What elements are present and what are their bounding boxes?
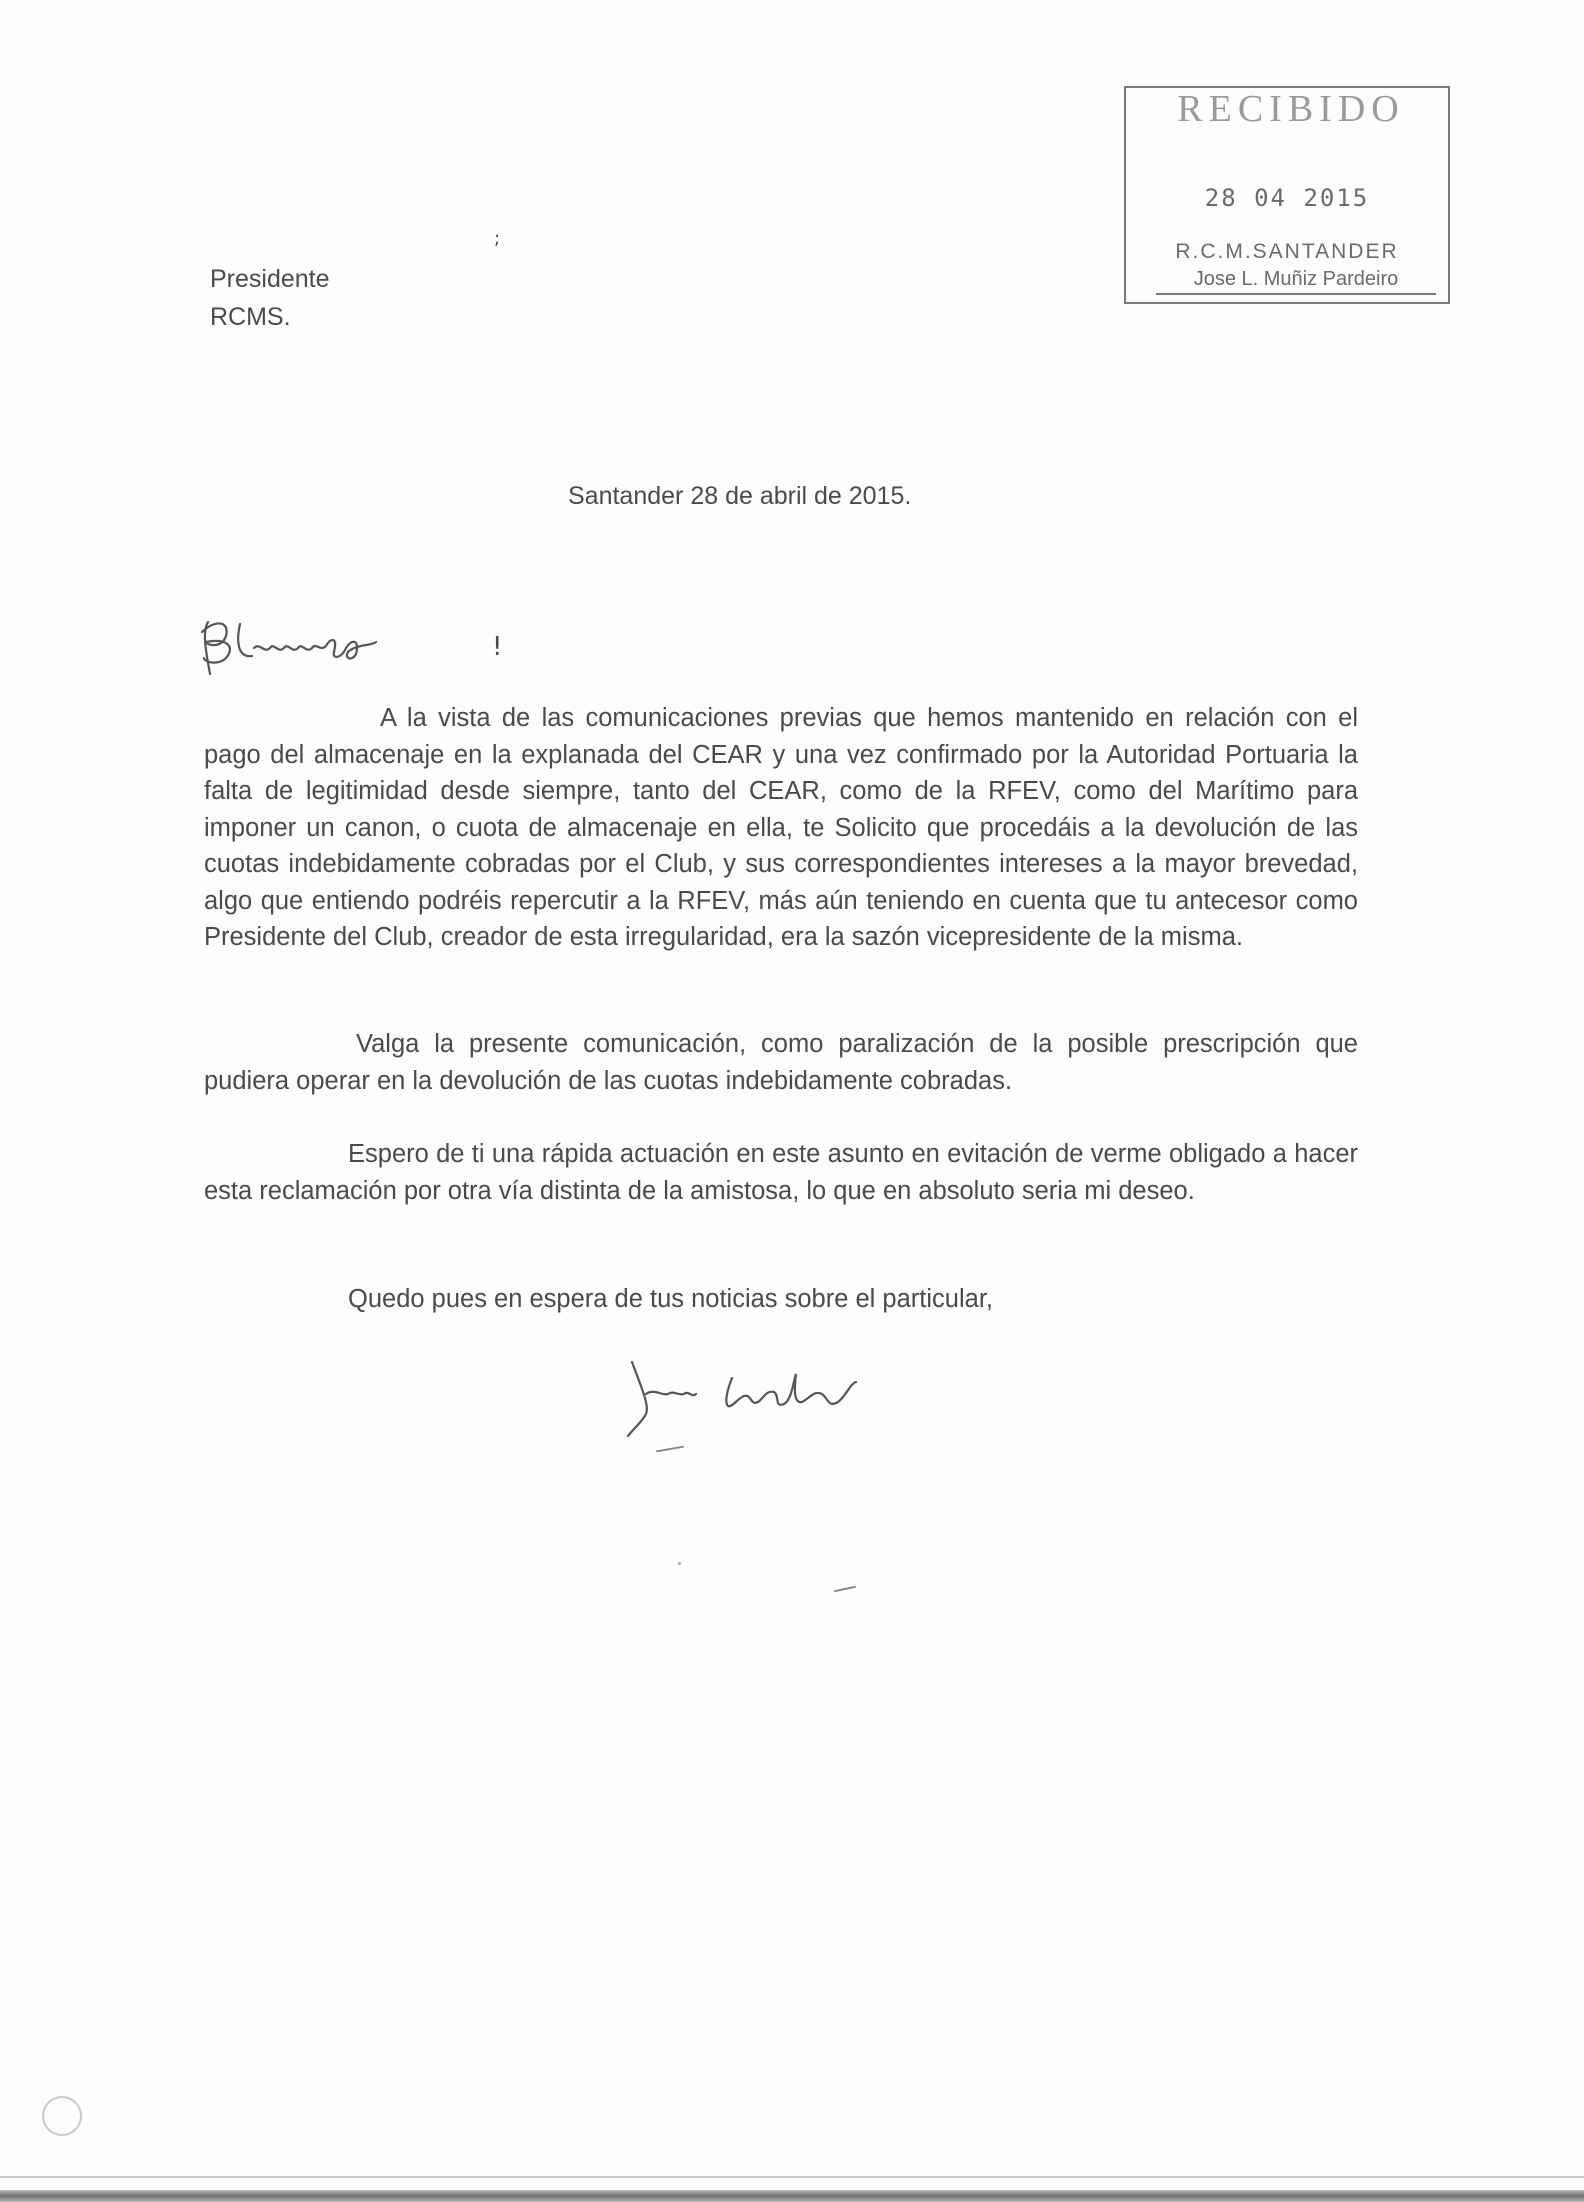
stamp-organization: R.C.M.SANTANDER [1175, 240, 1399, 263]
paragraph-3: Espero de ti una rápida actuación en este asunto en evitación de verme obligado a hacer esta reclamación por otra vía distinta de la amistosa, lo que en absoluto seria mi deseo. [204, 1140, 1358, 1205]
recipient-block [210, 260, 330, 336]
scan-corner-mark [42, 2096, 82, 2136]
exclamation-mark: ! [492, 632, 503, 662]
paragraph-1: A la vista de las comunicaciones previas que hemos mantenido en relación con el pago del almacenaje en la explanada del CEAR y una vez confirmado por la Autoridad Portuaria la falta de legitimidad desde siempre, tanto del CEAR, como de la RFEV, como del Marítimo para imponer un canon, o cuota de almacenaje en ella, te Solicito que procedáis a la devolución de las cuotas indebidamente cobradas por el Club, y sus correspondientes intereses a la mayor brevedad, algo que entiendo podréis repercutir a la RFEV, más aún teniendo en cuenta que tu antecesor como Presidente del Club, creador de esta irregularidad, era la sazón vicepresidente de la misma. [204, 704, 1358, 951]
stray-mark: ; [494, 228, 501, 249]
handwritten-signature-icon [616, 1354, 896, 1444]
paragraph-4: Quedo pues en espera de tus noticias sobre el particular, [348, 1285, 993, 1313]
received-stamp [1124, 86, 1450, 304]
stamp-name: Jose L. Muñiz Pardeiro [1156, 268, 1436, 295]
stray-dash [656, 1446, 684, 1453]
recipient-title: Presidente [210, 265, 330, 293]
scan-edge-bar [0, 2190, 1584, 2202]
letter-date: Santander 28 de abril de 2015. [568, 482, 912, 510]
stray-dash [834, 1586, 856, 1593]
scan-edge-line [0, 2176, 1584, 2178]
handwritten-greeting-icon [196, 602, 416, 682]
stray-dot [678, 1562, 681, 1565]
recipient-org: RCMS. [210, 303, 291, 331]
stamp-title: RECIBIDO [1177, 92, 1405, 126]
paragraph-2: Valga la presente comunicación, como paralización de la posible prescripción que pudiera operar en la devolución de las cuotas indebidamente cobradas. [204, 1030, 1358, 1095]
stamp-date: 28 04 2015 [1204, 184, 1370, 212]
